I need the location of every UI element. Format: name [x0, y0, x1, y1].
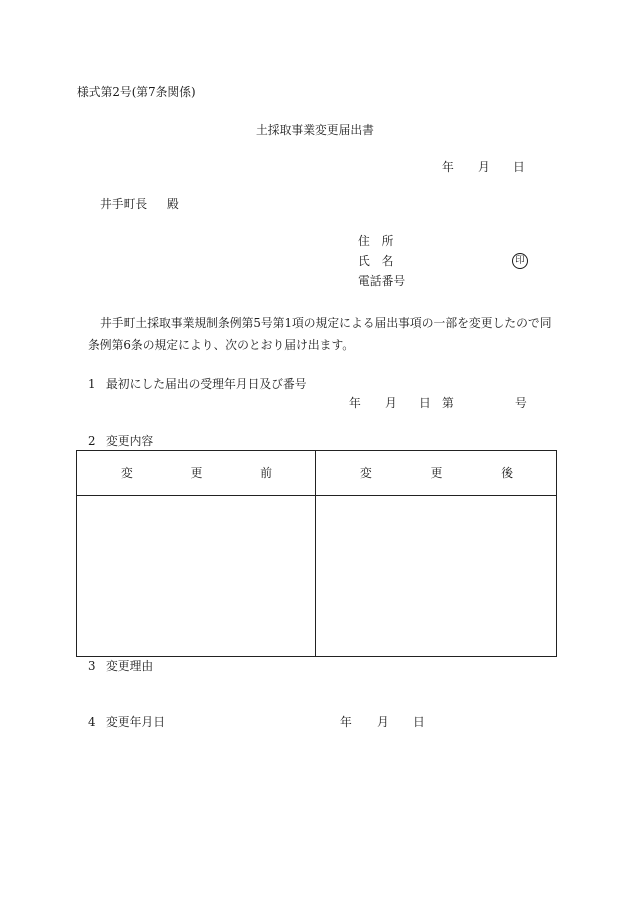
section-1-year: 年: [349, 396, 361, 410]
section-4-year: 年: [340, 715, 352, 729]
body-line-1: 井手町土採取事業規制条例第5号第1項の規定による届出事項の一部を変更したので同: [100, 316, 552, 330]
applicant-name-label: 氏 名: [358, 254, 394, 268]
submission-date-day: 日: [513, 160, 525, 174]
header-before: [77, 451, 316, 496]
section-4-month: 月: [377, 715, 389, 729]
header-after-char: 更: [430, 466, 443, 480]
section-2-label: 変更内容: [106, 434, 154, 448]
after-content-cell: [316, 496, 556, 656]
header-before-char: 前: [260, 466, 272, 480]
header-before-char: 変: [121, 466, 133, 480]
header-before-char: 更: [190, 466, 203, 480]
section-3-label: 変更理由: [106, 659, 154, 673]
section-1-label: 最初にした届出の受理年月日及び番号: [106, 377, 307, 391]
section-2-number: 2: [88, 434, 96, 448]
section-1-go: 号: [515, 396, 527, 410]
section-4-number: 4: [88, 715, 96, 729]
addressee-name: 井手町長: [100, 197, 148, 211]
header-after: [316, 451, 556, 496]
change-table: [76, 450, 557, 657]
seal-icon: 印: [512, 253, 528, 269]
header-after-char: 後: [501, 466, 513, 480]
submission-date-month: 月: [478, 160, 490, 174]
addressee-honorific: 殿: [167, 197, 179, 211]
section-4-day: 日: [413, 715, 425, 729]
header-after-char: 変: [360, 466, 372, 480]
submission-date-year: 年: [442, 160, 454, 174]
section-1-dai: 第: [442, 396, 454, 410]
document-title: 土採取事業変更届出書: [256, 123, 374, 137]
section-4-label: 変更年月日: [106, 715, 165, 729]
section-1-number: 1: [88, 377, 96, 391]
form-number: 様式第2号(第7条関係): [77, 85, 196, 99]
section-1-month: 月: [385, 396, 397, 410]
section-3-number: 3: [88, 659, 96, 673]
applicant-phone-label: 電話番号: [358, 274, 406, 288]
body-line-2: 条例第6条の規定により、次のとおり届け出ます。: [88, 338, 355, 352]
applicant-address-label: 住 所: [358, 234, 394, 248]
section-1-day: 日: [419, 396, 431, 410]
before-content-cell: [77, 496, 316, 656]
